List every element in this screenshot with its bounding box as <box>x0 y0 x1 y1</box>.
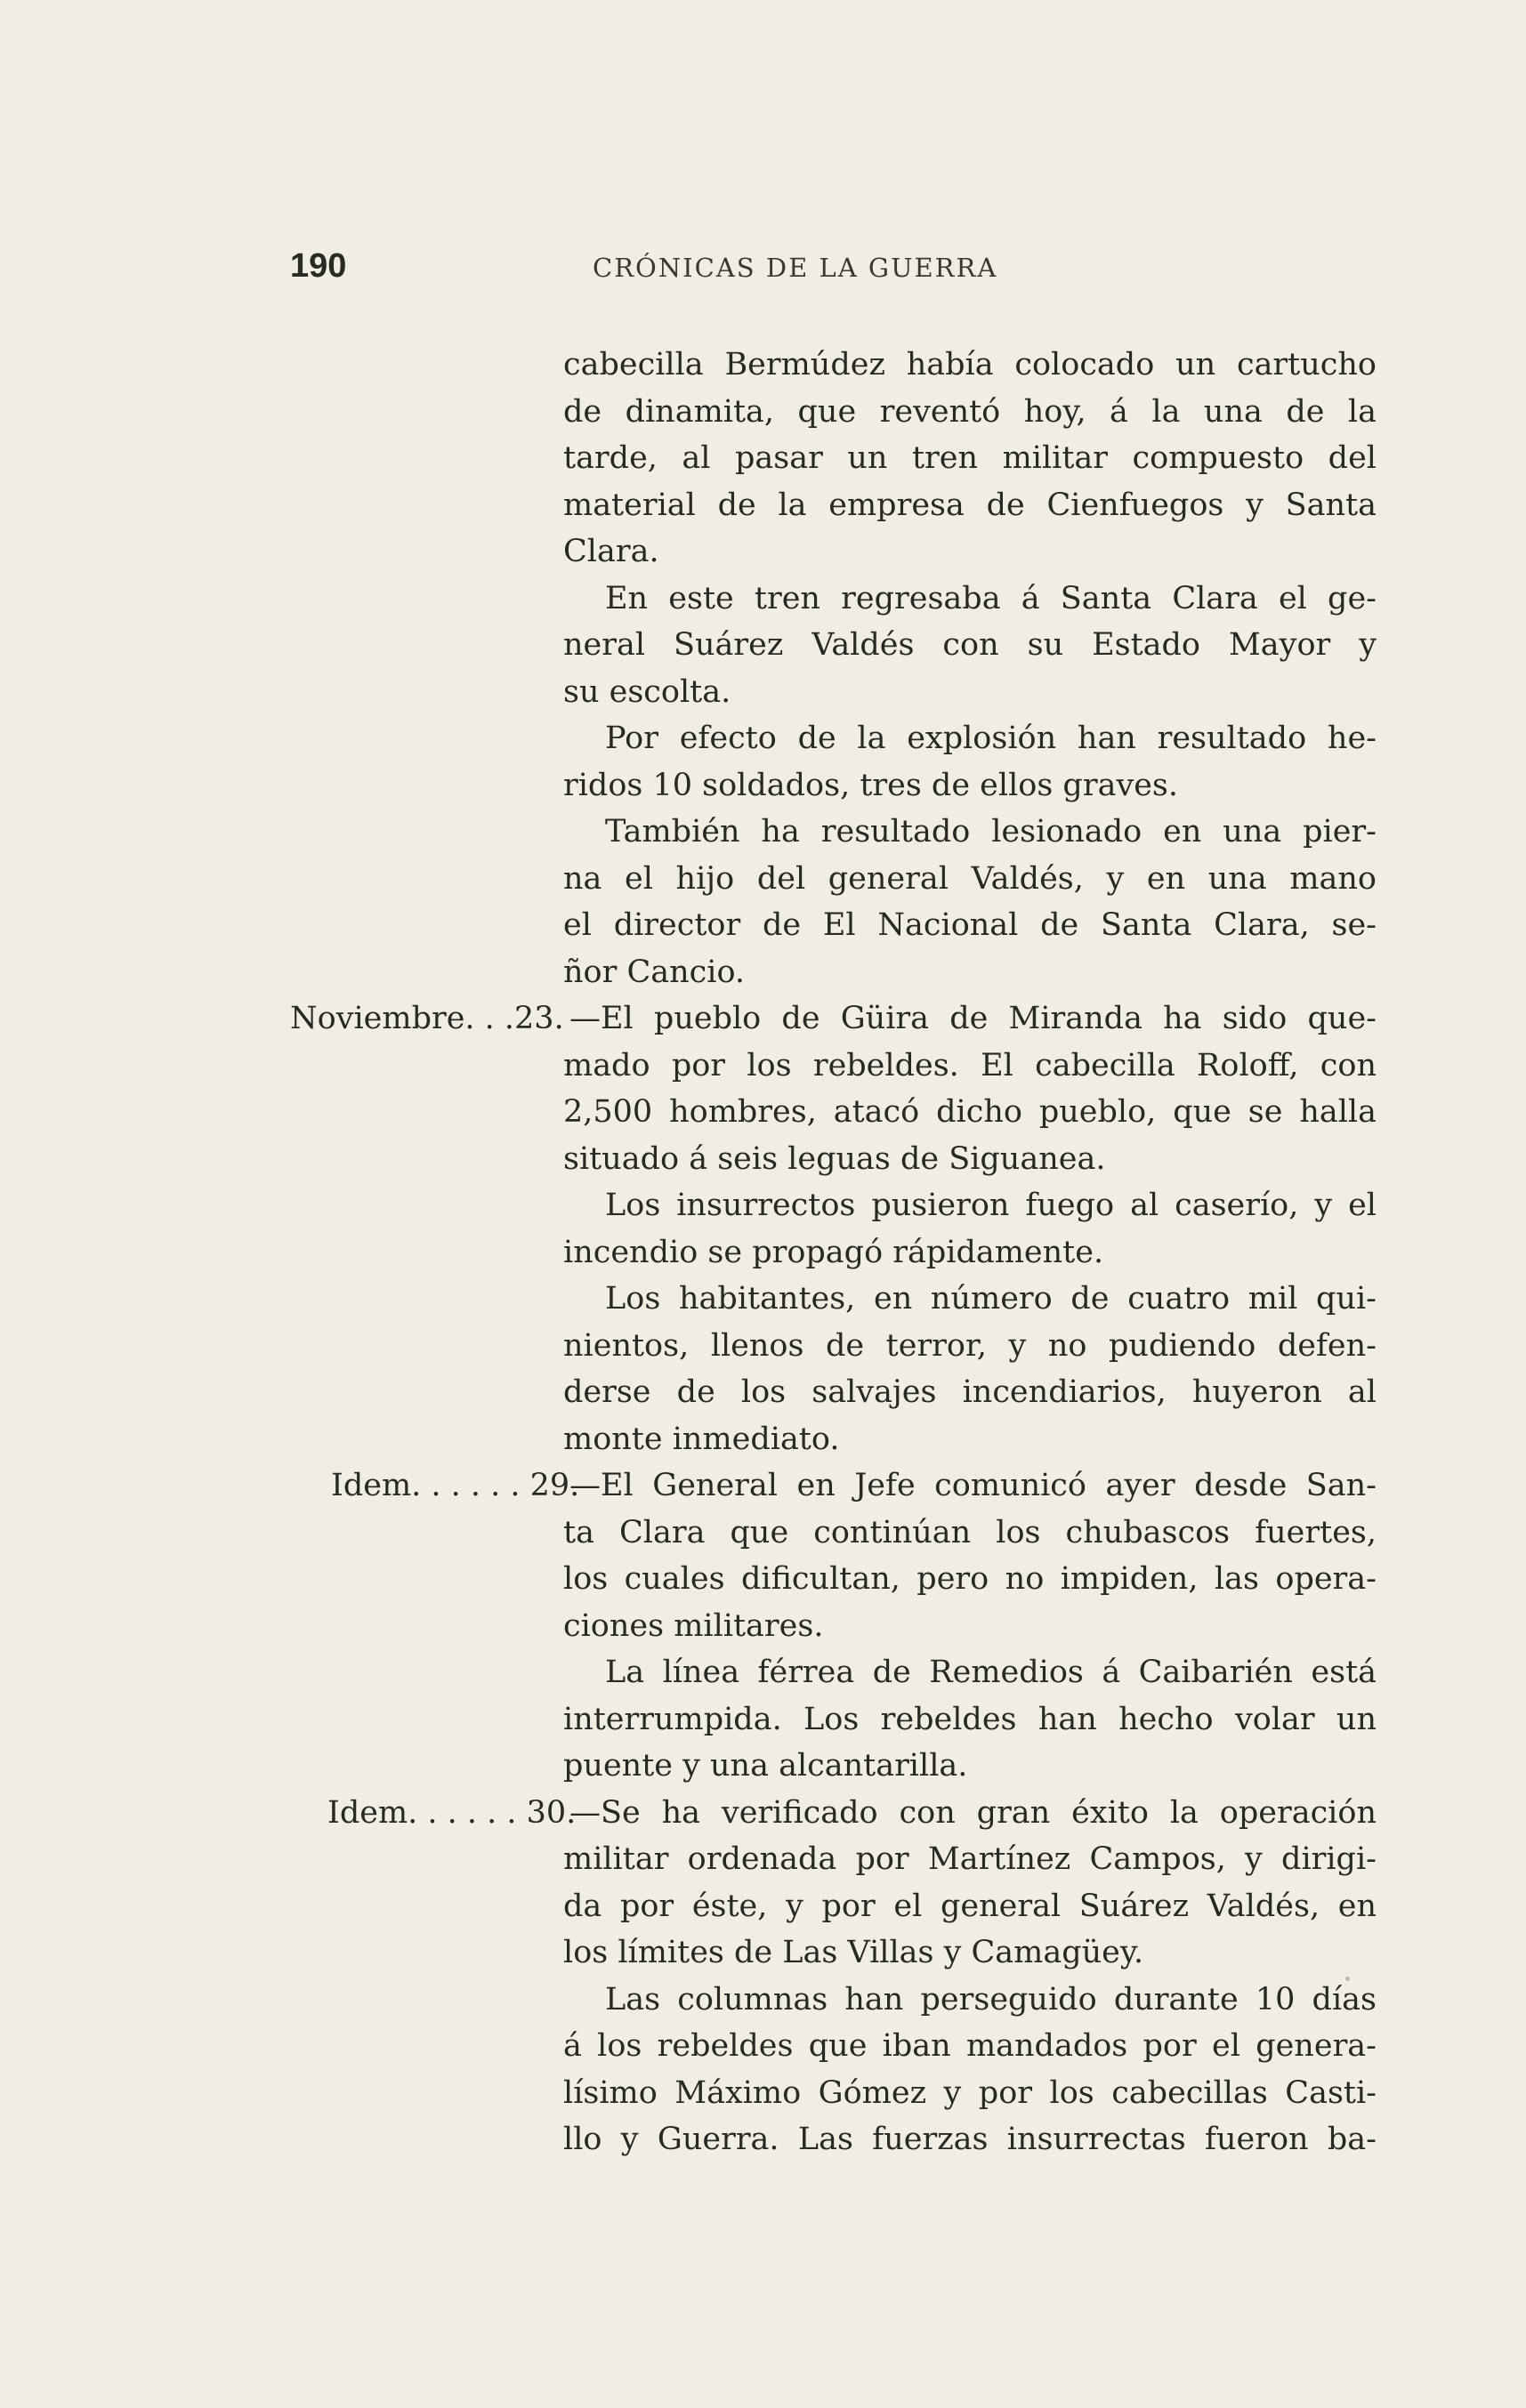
line-text: ridos 10 soldados, tres de ellos graves. <box>563 767 1179 803</box>
line-text: su escolta. <box>563 673 731 710</box>
text-line <box>0 1883 1526 1930</box>
text-line <box>0 435 1526 482</box>
text-line <box>0 2023 1526 2070</box>
text-line <box>0 715 1526 762</box>
text-line <box>0 1089 1526 1136</box>
text-line <box>0 482 1526 529</box>
line-text: el director de El Nacional de Santa Clara, se- <box>563 907 1377 943</box>
line-text: Los insurrectos pusieron fuego al caserío, y el <box>605 1188 1377 1223</box>
text-line <box>0 2116 1526 2163</box>
line-text: —El pueblo de Güira de Miranda ha sido que- <box>569 1001 1377 1036</box>
line-text: ñor Cancio. <box>563 954 746 990</box>
text-line <box>0 1696 1526 1744</box>
text-line <box>0 1136 1526 1183</box>
dated-entry-line <box>0 1462 1526 1510</box>
text-line <box>0 528 1526 576</box>
line-text: interrumpida. Los rebeldes han hecho volar un <box>563 1701 1377 1737</box>
text-line <box>0 1603 1526 1650</box>
line-text: puente y una alcantarilla. <box>563 1748 968 1784</box>
text-line <box>0 669 1526 716</box>
entry-date: Idem. . . . . . 29. <box>331 1468 580 1503</box>
line-text: tarde, al pasar un tren militar compuesto del <box>563 440 1377 476</box>
text-line <box>0 1369 1526 1416</box>
text-line <box>0 1229 1526 1276</box>
text-line <box>0 1043 1526 1090</box>
body-text <box>0 342 1526 2163</box>
page-number: 190 <box>290 247 347 285</box>
line-text: También ha resultado lesionado en una pier- <box>605 814 1377 850</box>
line-text: ta Clara que continúan los chubascos fuertes, <box>563 1514 1377 1550</box>
text-line <box>0 342 1526 389</box>
text-line <box>0 1276 1526 1323</box>
line-text: llo y Guerra. Las fuerzas insurrectas fueron ba- <box>563 2122 1377 2157</box>
line-text: 2,500 hombres, atacó dicho pueblo, que se halla <box>563 1094 1377 1130</box>
line-text: monte inmediato. <box>563 1421 840 1457</box>
line-text: da por éste, y por el general Suárez Valdés, en <box>563 1888 1377 1924</box>
dated-entry-line <box>0 995 1526 1043</box>
text-line <box>0 576 1526 623</box>
line-text: material de la empresa de Cienfuegos y Santa <box>563 487 1377 523</box>
line-text: á los rebeldes que iban mandados por el genera- <box>563 2028 1377 2064</box>
text-line <box>0 2070 1526 2117</box>
line-text: Por efecto de la explosión han resultado he- <box>605 721 1377 756</box>
line-text: neral Suárez Valdés con su Estado Mayor y <box>563 627 1377 663</box>
line-text: —El General en Jefe comunicó ayer desde San- <box>569 1468 1377 1503</box>
line-text: situado á seis leguas de Siguanea. <box>563 1140 1106 1177</box>
running-title: CRÓNICAS DE LA GUERRA <box>593 253 998 283</box>
running-head <box>290 247 1375 292</box>
line-text: Clara. <box>563 534 659 569</box>
line-text: Las columnas han perseguido durante 10 días <box>605 1981 1377 2017</box>
line-text: Los habitantes, en número de cuatro mil qui- <box>605 1281 1377 1317</box>
text-line <box>0 1649 1526 1696</box>
line-text: na el hijo del general Valdés, y en una mano <box>563 860 1377 897</box>
text-line <box>0 1977 1526 2024</box>
text-line <box>0 809 1526 856</box>
line-text: lísimo Máximo Gómez y por los cabecillas Casti- <box>563 2074 1377 2111</box>
line-text: La línea férrea de Remedios á Caibarién está <box>605 1655 1377 1690</box>
text-line <box>0 1556 1526 1603</box>
text-line <box>0 1836 1526 1883</box>
text-line <box>0 1510 1526 1557</box>
line-text: —Se ha verificado con gran éxito la operación <box>569 1794 1377 1831</box>
text-line <box>0 1416 1526 1463</box>
text-line <box>0 1323 1526 1370</box>
text-line <box>0 1929 1526 1977</box>
text-line <box>0 1743 1526 1790</box>
line-text: los límites de Las Villas y Camagüey. <box>563 1935 1144 1970</box>
line-text: En este tren regresaba á Santa Clara el ge- <box>605 580 1377 616</box>
line-text: nientos, llenos de terror, y no pudiendo defen- <box>563 1327 1377 1364</box>
paper-speck <box>1345 1977 1350 1981</box>
text-line <box>0 902 1526 949</box>
text-line <box>0 1182 1526 1229</box>
line-text: mado por los rebeldes. El cabecilla Roloff, con <box>563 1047 1377 1083</box>
line-text: ciones militares. <box>563 1607 824 1644</box>
text-line <box>0 389 1526 436</box>
line-text: derse de los salvajes incendiarios, huyeron al <box>563 1374 1377 1410</box>
text-line <box>0 856 1526 903</box>
line-text: los cuales dificultan, pero no impiden, las opera- <box>563 1561 1377 1597</box>
line-text: militar ordenada por Martínez Campos, y dirigi- <box>563 1841 1377 1877</box>
dated-entry-line <box>0 1790 1526 1837</box>
entry-date: Noviembre. . .23. <box>290 1001 564 1036</box>
line-text: cabecilla Bermúdez había colocado un cartucho <box>563 347 1377 383</box>
line-text: de dinamita, que reventó hoy, á la una de la <box>563 393 1377 430</box>
line-text: incendio se propagó rápidamente. <box>563 1234 1104 1270</box>
entry-date: Idem. . . . . . 30. <box>327 1794 577 1831</box>
text-line <box>0 622 1526 669</box>
text-line <box>0 762 1526 809</box>
text-line <box>0 949 1526 996</box>
